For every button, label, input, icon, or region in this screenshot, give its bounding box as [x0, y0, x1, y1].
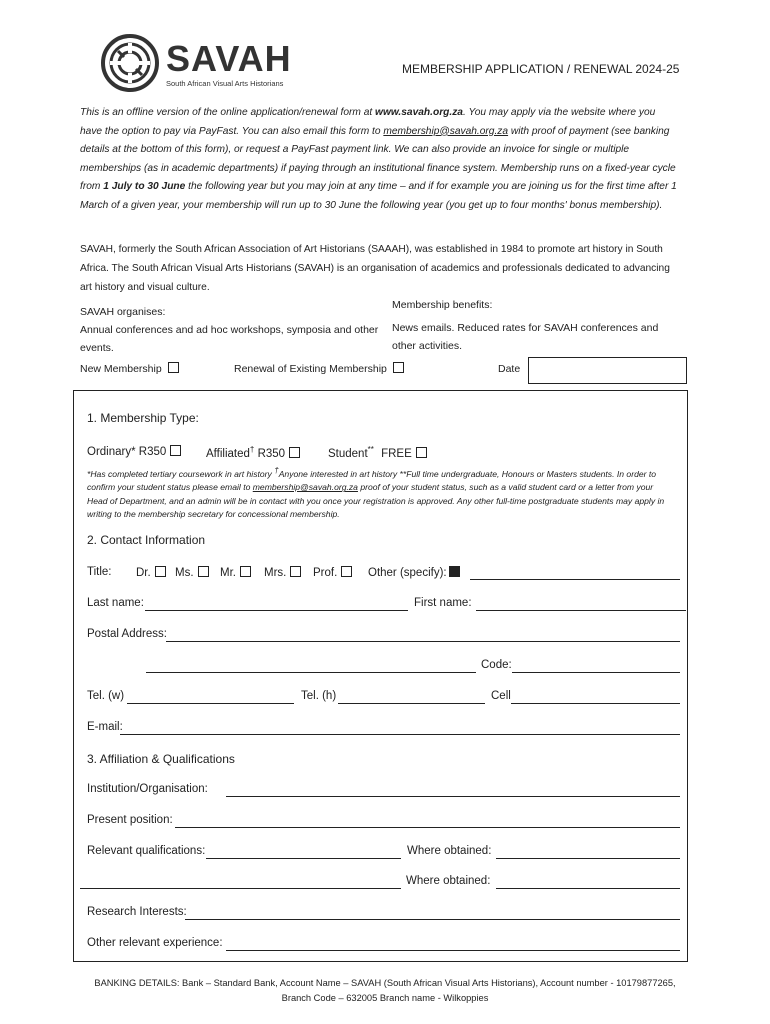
title-mr-label: Mr. [220, 567, 236, 579]
note-student-proof: proof of your student status, such as a valid student card or a letter from your Head of Department, and an admin will be in contact with you once your registration is approved. Any other full-time postgraduate students may apply in writing to the membership secretary for concessional membership. [87, 482, 665, 520]
qualifications-field[interactable] [206, 858, 401, 859]
new-membership-option[interactable] [80, 362, 179, 375]
renewal-option[interactable] [234, 362, 404, 375]
email-field[interactable] [120, 734, 680, 735]
intro-text-2: . You may apply via the website where you have the option to pay via PayFast. You can also email this form to [80, 107, 656, 137]
postal-address-label: Postal Address: [87, 628, 167, 640]
where-obtained-label-1: Where obtained: [407, 845, 492, 857]
affiliated-option[interactable] [206, 445, 300, 460]
institution-field[interactable] [226, 796, 680, 797]
intro-paragraph [80, 104, 680, 216]
intro-text-3: with proof of payment (see banking details at the bottom of this form), or request a PayFast payment link. We can also provide an invoice for single or multiple memberships (as in academic departments) if paying through an institutional finance system. Membership runs on a fixed-year cycle from [80, 125, 676, 193]
where-obtained-label-2: Where obtained: [406, 875, 491, 887]
benefits-heading: Membership benefits: [392, 299, 493, 311]
membership-period: 1 July to 30 June [103, 181, 186, 193]
title-prof-label: Prof. [313, 567, 338, 579]
title-other-checkbox[interactable] [449, 566, 460, 577]
ordinary-option[interactable] [87, 445, 181, 458]
title-dr-label: Dr. [136, 567, 151, 579]
title-option-prof[interactable] [313, 566, 352, 579]
affiliated-checkbox[interactable] [289, 447, 300, 458]
intro-text-4: the following year but you may join at any time – and if for example you are joining us for the first time after 1 March of a given year, your membership will run up to 30 June the following year (you get up to four months' bonus membership). [80, 181, 677, 211]
where-obtained-field-2[interactable] [496, 888, 680, 889]
logo-wordmark: SAVAH [166, 38, 292, 79]
research-interests-field[interactable] [185, 919, 680, 920]
present-position-field[interactable] [175, 827, 680, 828]
title-other-label: Other (specify): [368, 567, 447, 579]
logo-tagline: South African Visual Arts Historians [166, 79, 284, 88]
title-option-mr[interactable] [220, 566, 251, 579]
organises-text: Annual conferences and ad hoc workshops, symposia and other events. [80, 324, 379, 354]
first-name-label: First name: [414, 597, 472, 609]
title-option-dr[interactable] [136, 566, 166, 579]
email-label: E-mail: [87, 721, 123, 733]
ordinary-mark: * [131, 446, 136, 458]
organises-heading: SAVAH organises: [80, 306, 166, 318]
student-price: FREE [381, 447, 412, 460]
tel-home-field[interactable] [338, 703, 485, 704]
title-mrs-checkbox[interactable] [290, 566, 301, 577]
ordinary-price: R350 [138, 446, 167, 458]
date-label: Date [498, 363, 521, 375]
banking-details [60, 976, 710, 1005]
first-name-field[interactable] [476, 610, 686, 611]
last-name-field[interactable] [145, 610, 408, 611]
tel-home-label: Tel. (h) [301, 690, 337, 702]
title-ms-checkbox[interactable] [198, 566, 209, 577]
title-option-other[interactable] [368, 566, 460, 579]
new-membership-label: New Membership [80, 363, 162, 375]
about-paragraph: SAVAH, formerly the South African Association of Art Historians (SAAAH), was established in 1984 to promote art history in South Africa. The South African Visual Arts Historians (SAVAH) is an organisation of academics and professionals dedicated to advancing art history and visual culture. [80, 244, 670, 293]
intro-text-1: This is an offline version of the online application/renewal form at [80, 107, 376, 118]
ordinary-label: Ordinary [87, 446, 132, 458]
date-input[interactable] [528, 357, 687, 384]
banking-details-line-2: Branch Code – 632005 Branch name - Wilkoppies [281, 992, 489, 1003]
note-dagger: † [274, 466, 279, 475]
section-affiliation-title: 3. Affiliation & Qualifications [87, 752, 235, 766]
note-affiliated-student: Anyone interested in art history **Full time undergraduate, Honours or Masters students. In order to confirm your student status please email to [87, 468, 657, 493]
membership-type-notes [87, 464, 672, 521]
code-label: Code: [481, 659, 512, 671]
section-contact-title: 2. Contact Information [87, 533, 206, 547]
cell-field[interactable] [511, 703, 680, 704]
research-interests-label: Research Interests: [87, 906, 187, 918]
student-mark: ** [367, 445, 374, 454]
benefits-text: News emails. Reduced rates for SAVAH conferences and other activities. [392, 322, 659, 352]
student-checkbox[interactable] [416, 447, 427, 458]
title-ms-label: Ms. [175, 567, 194, 579]
other-experience-field[interactable] [226, 950, 680, 951]
title-other-field[interactable] [470, 579, 680, 580]
savah-logo [100, 33, 290, 91]
postal-address-field-2[interactable] [146, 672, 476, 673]
postal-address-field[interactable] [166, 641, 680, 642]
qualifications-field-2[interactable] [80, 888, 401, 889]
banking-details-line-1: BANKING DETAILS: Bank – Standard Bank, Account Name – SAVAH (South African Visual Arts Historians), Account number - 10179877265, [94, 978, 676, 988]
other-experience-label: Other relevant experience: [87, 937, 223, 949]
renewal-checkbox[interactable] [393, 362, 404, 373]
affiliated-label: Affiliated [206, 447, 250, 460]
title-dr-checkbox[interactable] [155, 566, 166, 577]
code-field[interactable] [512, 672, 680, 673]
title-option-ms[interactable] [175, 566, 209, 579]
section-membership-type-title: 1. Membership Type: [87, 411, 199, 425]
title-option-mrs[interactable] [264, 566, 301, 579]
website-link[interactable]: www.savah.org.za [375, 107, 463, 118]
title-label: Title: [87, 566, 112, 578]
note-email-link[interactable]: membership@savah.org.za [252, 482, 358, 493]
last-name-label: Last name: [87, 597, 144, 609]
tel-work-label: Tel. (w) [87, 690, 125, 702]
new-membership-checkbox[interactable] [168, 362, 179, 373]
qualifications-label: Relevant qualifications: [87, 845, 206, 857]
cell-label: Cell [491, 690, 511, 702]
title-prof-checkbox[interactable] [341, 566, 352, 577]
institution-label: Institution/Organisation: [87, 783, 208, 795]
membership-email-link[interactable]: membership@savah.org.za [383, 125, 509, 137]
student-label: Student [328, 447, 368, 460]
ordinary-checkbox[interactable] [170, 445, 181, 456]
renewal-label: Renewal of Existing Membership [234, 363, 387, 375]
affiliated-price: R350 [257, 447, 286, 460]
student-option[interactable] [328, 445, 427, 460]
present-position-label: Present position: [87, 814, 173, 826]
note-ordinary: *Has completed tertiary coursework in art history [87, 468, 275, 479]
affiliated-mark: † [249, 445, 255, 454]
tel-work-field[interactable] [127, 703, 294, 704]
title-mr-checkbox[interactable] [240, 566, 251, 577]
where-obtained-field-1[interactable] [496, 858, 680, 859]
title-mrs-label: Mrs. [264, 567, 287, 579]
form-title: MEMBERSHIP APPLICATION / RENEWAL 2024-25 [402, 62, 680, 76]
savah-emblem-icon [100, 33, 160, 93]
